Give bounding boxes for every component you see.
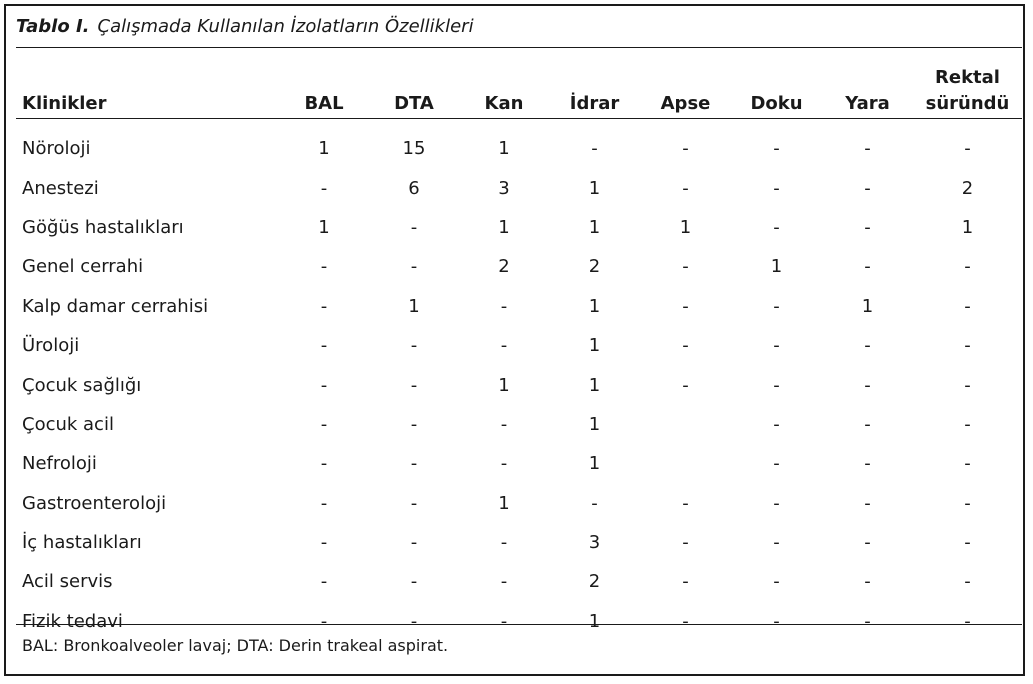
cell-bal: - xyxy=(320,492,328,514)
cell-clinic: Acil servis xyxy=(22,571,113,593)
header-doku: Doku xyxy=(750,93,803,114)
header-klinikler: Klinikler xyxy=(22,93,107,114)
cell-idrar: 1 xyxy=(588,413,601,435)
cell-kan: 1 xyxy=(498,216,510,238)
cell-kan: 3 xyxy=(498,177,510,199)
table-row xyxy=(16,208,1022,247)
cell-kan: - xyxy=(500,532,508,554)
cell-idrar: 1 xyxy=(588,177,601,199)
cell-rektal: - xyxy=(964,295,971,317)
cell-doku: - xyxy=(773,453,780,475)
table-footnote: BAL: Bronkoalveoler lavaj; DTA: Derin trakeal aspirat. xyxy=(22,636,449,655)
cell-doku: - xyxy=(773,610,780,632)
cell-kan: - xyxy=(500,413,508,435)
header-rektal-line2: süründü xyxy=(925,93,1010,114)
cell-doku: - xyxy=(773,492,780,514)
cell-rektal: - xyxy=(964,532,971,554)
cell-idrar: 2 xyxy=(588,256,601,278)
header-dta: DTA xyxy=(394,93,434,114)
cell-clinic: Üroloji xyxy=(22,335,80,357)
cell-clinic: Nöroloji xyxy=(22,138,91,160)
cell-bal: - xyxy=(320,177,328,199)
cell-kan: 2 xyxy=(498,256,510,278)
cell-kan: - xyxy=(500,295,508,317)
cell-yara: - xyxy=(864,177,871,199)
cell-bal: 1 xyxy=(318,138,330,160)
cell-bal: - xyxy=(320,256,328,278)
table-row xyxy=(16,127,1022,168)
cell-kan: 1 xyxy=(498,138,510,160)
cell-dta: - xyxy=(410,335,418,357)
cell-idrar: 1 xyxy=(588,295,601,317)
cell-yara: - xyxy=(864,374,871,396)
cell-dta: - xyxy=(410,532,418,554)
cell-dta: - xyxy=(410,216,418,238)
header-bal: BAL xyxy=(304,93,344,114)
cell-yara: - xyxy=(864,492,871,514)
cell-rektal: - xyxy=(964,413,971,435)
header-idrar: İdrar xyxy=(569,93,620,114)
table-caption-title: Çalışmada Kullanılan İzolatların Özellikleri xyxy=(97,16,474,37)
cell-bal: - xyxy=(320,335,328,357)
cell-kan: - xyxy=(500,610,508,632)
cell-clinic: Nefroloji xyxy=(22,453,97,475)
cell-bal: - xyxy=(320,532,328,554)
cell-doku: - xyxy=(773,335,780,357)
cell-bal: - xyxy=(320,295,328,317)
cell-kan: - xyxy=(500,335,508,357)
cell-dta: 6 xyxy=(408,177,420,199)
header-yara: Yara xyxy=(845,93,890,114)
cell-rektal: - xyxy=(964,256,971,278)
cell-apse: - xyxy=(682,571,689,593)
cell-doku: - xyxy=(773,374,780,396)
cell-rektal: - xyxy=(964,374,971,396)
cell-bal: - xyxy=(320,413,328,435)
cell-doku: - xyxy=(773,413,780,435)
cell-apse: - xyxy=(682,532,689,554)
cell-dta: - xyxy=(410,492,418,514)
cell-bal: 1 xyxy=(318,216,330,238)
cell-yara: - xyxy=(864,571,871,593)
cell-bal: - xyxy=(320,374,328,396)
cell-clinic: İç hastalıkları xyxy=(22,532,142,554)
cell-idrar: 1 xyxy=(588,453,601,475)
cell-doku: - xyxy=(773,177,780,199)
table-row xyxy=(16,562,1022,601)
cell-yara: - xyxy=(864,256,871,278)
cell-bal: - xyxy=(320,610,328,632)
cell-doku: - xyxy=(773,216,780,238)
cell-dta: - xyxy=(410,256,418,278)
cell-dta: - xyxy=(410,571,418,593)
cell-idrar: 2 xyxy=(588,571,601,593)
table-caption xyxy=(16,16,474,37)
table-body xyxy=(16,127,1022,641)
cell-idrar: 3 xyxy=(588,532,601,554)
cell-doku: - xyxy=(773,571,780,593)
cell-apse: 1 xyxy=(679,216,692,238)
table-row xyxy=(16,523,1022,562)
cell-yara: - xyxy=(864,335,871,357)
cell-apse: - xyxy=(682,295,689,317)
cell-yara: - xyxy=(864,453,871,475)
cell-dta: - xyxy=(410,610,418,632)
cell-clinic: Göğüs hastalıkları xyxy=(22,216,184,238)
cell-doku: - xyxy=(773,295,780,317)
cell-doku: 1 xyxy=(770,256,783,278)
cell-apse: - xyxy=(682,610,689,632)
cell-idrar: 1 xyxy=(588,216,601,238)
header-rektal-line1: Rektal xyxy=(935,67,1000,88)
isolates-table xyxy=(16,50,1022,641)
table-row xyxy=(16,405,1022,444)
cell-yara: - xyxy=(864,413,871,435)
cell-bal: - xyxy=(320,453,328,475)
cell-kan: 1 xyxy=(498,374,510,396)
cell-rektal: - xyxy=(964,610,971,632)
cell-clinic: Fizik tedavi xyxy=(22,610,123,632)
cell-clinic: Gastroenteroloji xyxy=(22,492,167,514)
cell-rektal: - xyxy=(964,492,971,514)
cell-yara: - xyxy=(864,532,871,554)
table-row xyxy=(16,444,1022,483)
cell-yara: - xyxy=(864,216,871,238)
top-rule xyxy=(16,47,1022,48)
cell-bal: - xyxy=(320,571,328,593)
cell-dta: - xyxy=(410,413,418,435)
cell-yara: 1 xyxy=(861,295,874,317)
cell-apse: - xyxy=(682,138,689,160)
cell-yara: - xyxy=(864,610,871,632)
cell-idrar: - xyxy=(591,138,598,160)
cell-rektal: 1 xyxy=(961,216,974,238)
table-caption-label: Tablo I. xyxy=(16,16,90,37)
cell-idrar: 1 xyxy=(588,335,601,357)
cell-apse: - xyxy=(682,177,689,199)
cell-apse: - xyxy=(682,256,689,278)
cell-apse: - xyxy=(682,492,689,514)
cell-doku: - xyxy=(773,532,780,554)
cell-rektal: 2 xyxy=(961,177,974,199)
cell-dta: 1 xyxy=(408,295,420,317)
cell-idrar: - xyxy=(591,492,598,514)
table-row xyxy=(16,484,1022,523)
cell-idrar: 1 xyxy=(588,610,601,632)
table-row xyxy=(16,168,1022,207)
header-rektal-surundu xyxy=(913,50,1022,127)
cell-clinic: Kalp damar cerrahisi xyxy=(22,295,209,317)
cell-clinic: Anestezi xyxy=(22,177,99,199)
cell-idrar: 1 xyxy=(588,374,601,396)
cell-kan: - xyxy=(500,571,508,593)
cell-dta: - xyxy=(410,374,418,396)
cell-apse xyxy=(640,444,731,483)
cell-clinic: Çocuk acil xyxy=(22,413,114,435)
cell-clinic: Çocuk sağlığı xyxy=(22,374,142,396)
cell-kan: 1 xyxy=(498,492,510,514)
cell-yara: - xyxy=(864,138,871,160)
header-row xyxy=(16,50,1022,127)
cell-apse: - xyxy=(682,374,689,396)
header-kan: Kan xyxy=(484,93,524,114)
cell-rektal: - xyxy=(964,335,971,357)
cell-kan: - xyxy=(500,453,508,475)
table-row xyxy=(16,326,1022,365)
table-row xyxy=(16,365,1022,404)
cell-doku: - xyxy=(773,138,780,160)
cell-dta: - xyxy=(410,453,418,475)
cell-dta: 15 xyxy=(402,138,426,160)
cell-rektal: - xyxy=(964,138,971,160)
table-row xyxy=(16,287,1022,326)
cell-clinic: Genel cerrahi xyxy=(22,256,144,278)
cell-rektal: - xyxy=(964,453,971,475)
cell-rektal: - xyxy=(964,571,971,593)
cell-apse: - xyxy=(682,335,689,357)
cell-apse xyxy=(640,405,731,444)
header-apse: Apse xyxy=(660,93,711,114)
table-row xyxy=(16,247,1022,286)
